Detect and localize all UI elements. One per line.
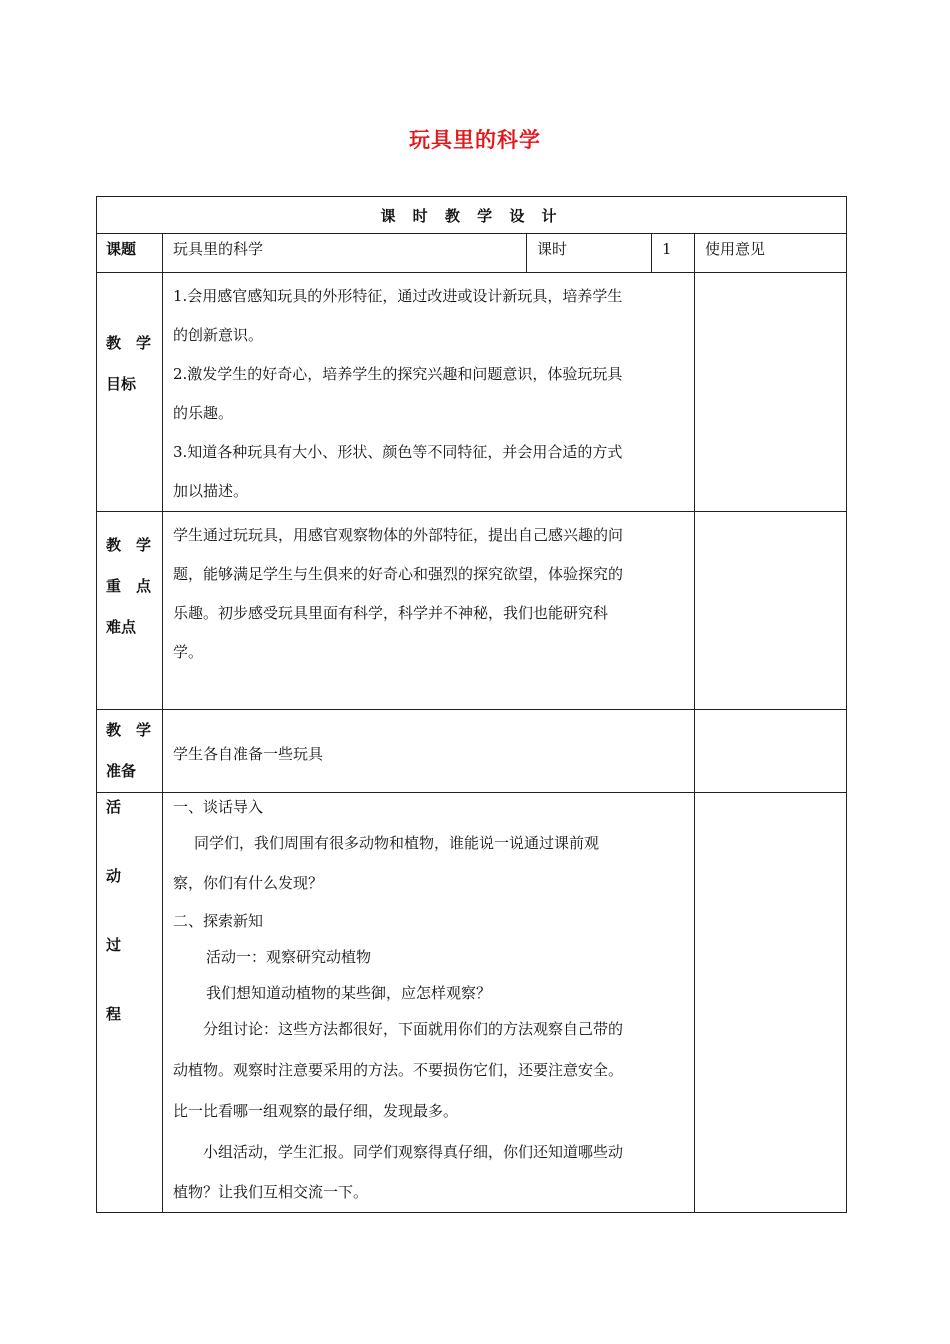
topic-value: 玩具里的科学: [163, 234, 527, 273]
prep-opinion-cell: [695, 710, 847, 793]
process-opinion-cell: [695, 793, 847, 1213]
process-line: 分组讨论：这些方法都很好，下面就用你们的方法观察自己带的: [203, 1020, 624, 1038]
goals-content: [163, 273, 695, 512]
activity-title: 活动一：观察研究动植物: [206, 948, 372, 966]
process-content: [163, 793, 695, 1213]
goals-label: 教 学 目标: [97, 273, 163, 512]
process-line: 植物？让我们互相交流一下。: [173, 1183, 369, 1201]
table-row-process: [97, 793, 847, 1213]
opinion-label: 使用意见: [695, 234, 847, 273]
focus-line: 学生通过玩玩具，用感官观察物体的外部特征，提出自己感兴趣的问: [173, 526, 624, 544]
prep-label: 教 学 准备: [97, 710, 163, 793]
process-line: 动植物。观察时注意要采用的方法。不要损伤它们，还要注意安全。: [173, 1061, 624, 1079]
focus-label: 教 学 重 点 难点: [97, 512, 163, 710]
focus-line: 题，能够满足学生与生俱来的好奇心和强烈的探究欲望，体验探究的: [173, 565, 624, 583]
document-title: 玩具里的科学: [409, 128, 541, 152]
prep-content: [163, 710, 695, 793]
process-line: 比一比看哪一组观察的最仔细，发现最多。: [173, 1102, 459, 1120]
focus-line: 学。: [173, 643, 204, 661]
period-label: 课时: [527, 234, 652, 273]
focus-content: [163, 512, 695, 710]
goals-opinion-cell: [695, 273, 847, 512]
goals-text: [173, 277, 686, 511]
table-row-focus: [97, 512, 847, 710]
table-row-prep: [97, 710, 847, 793]
goal-line: 1.会用感官感知玩具的外形特征，通过改进或设计新玩具，培养学生: [173, 287, 623, 305]
table-row-topic: [97, 234, 847, 273]
goal-line: 2.激发学生的好奇心，培养学生的探究兴趣和问题意识，体验玩玩具: [173, 365, 623, 383]
section-explore: 二、探索新知: [173, 912, 264, 930]
goal-line: 加以描述。: [173, 482, 249, 500]
goal-line: 的乐趣。: [173, 404, 234, 422]
table-header: 课 时 教 学 设 计: [97, 197, 847, 234]
goal-line: 的创新意识。: [173, 326, 264, 344]
process-line: 同学们，我们周围有很多动物和植物，谁能说一说通过课前观: [194, 834, 600, 852]
goal-line: 3.知道各种玩具有大小、形状、颜色等不同特征，并会用合适的方式: [173, 443, 623, 461]
focus-opinion-cell: [695, 512, 847, 710]
lesson-plan-table: [96, 196, 847, 1213]
topic-label: 课题: [97, 234, 163, 273]
prep-text: 学生各自准备一些玩具: [173, 744, 324, 763]
period-value: 1: [652, 234, 695, 273]
section-intro: 一、谈话导入: [173, 798, 264, 816]
process-label: 活 动 过 程: [97, 793, 163, 1213]
focus-line: 乐趣。初步感受玩具里面有科学，科学并不神秘，我们也能研究科: [173, 604, 609, 622]
process-line: 察，你们有什么发现？: [173, 874, 324, 892]
process-question: 我们想知道动植物的某些御，应怎样观察？: [206, 984, 492, 1002]
table-row-goals: [97, 273, 847, 512]
process-line: 小组活动，学生汇报。同学们观察得真仔细，你们还知道哪些动: [203, 1143, 624, 1161]
